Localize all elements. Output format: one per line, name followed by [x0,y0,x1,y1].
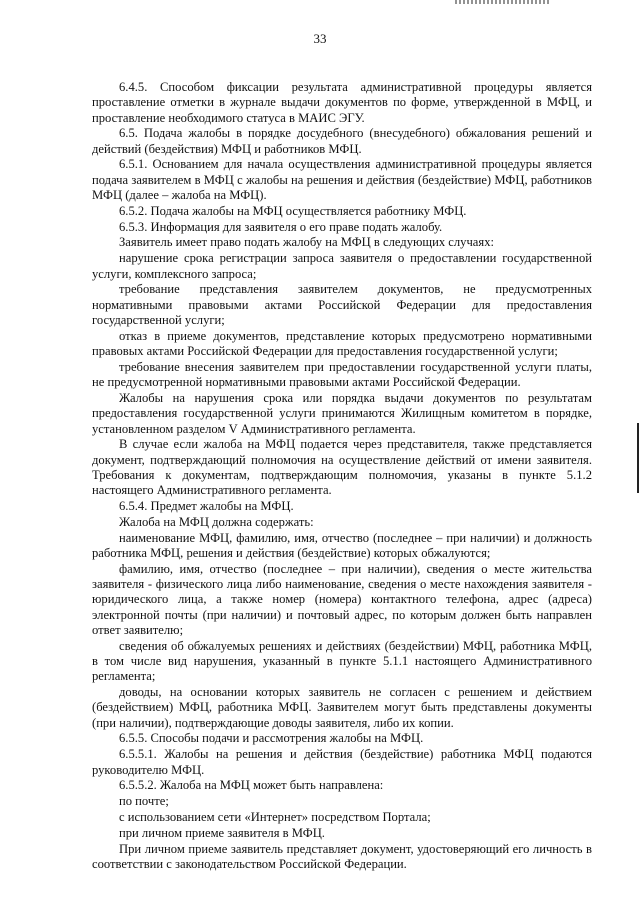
paragraph-case-payment: требование внесения заявителем при предоставлении государственной услуги платы, не предусмотренной нормативными правовыми актами Российской Федерации. [92,359,592,390]
paragraph-content-applicant: фамилию, имя, отчество (последнее – при наличии), сведения о месте жительства заявителя - физического лица либо наименование, сведения о месте нахождения заявителя - юридического лица, а также номер (номера) контактного телефона, адрес (адреса) электронной почты (при наличии) и почтовый адрес, по которым должен быть направлен ответ заявителю; [92,561,592,637]
paragraph-6-4-5: 6.4.5. Способом фиксации результата административной процедуры является проставление отметки в журнале выдачи документов по форме, утвержденной в МФЦ, и проставление необходимого статуса в МАИС ЭГУ. [92,80,592,125]
paragraph-6-5-2: 6.5.2. Подача жалобы на МФЦ осуществляется работнику МФЦ. [119,203,467,218]
paragraph-6-5-5-1: 6.5.5.1. Жалобы на решения и действия (бездействие) работника МФЦ подаются руководителю МФЦ. [92,747,592,777]
paragraph-content-decisions: сведения об обжалуемых решениях и действиях (бездействии) МФЦ, работника МФЦ, в том числе вид нарушения, указанный в пункте 5.1.1 настоящего Административного регламента; [92,638,592,684]
paragraph-case-refusal: отказ в приеме документов, представление которых предусмотрено нормативными правовых актами Российской Федерации для предоставления государственной услуги; [92,328,592,359]
paragraph-6-5-1: 6.5.1. Основанием для начала осуществления административной процедуры является подача заявителем в МФЦ с жалобы на решения и действия (бездействие) МФЦ, работников МФЦ (далее – жалоба на МФЦ). [92,157,592,203]
paragraph-6-5-3: 6.5.3. Информация для заявителя о его праве подать жалобу. [119,219,443,234]
paragraph-housing-committee: Жалобы на нарушения срока или порядка выдачи документов по результатам предоставления государственной услуги принимаются Жилищным комитетом в порядке, установленном разделом V Административного регламента. [92,390,592,436]
paragraph-content-arguments: доводы, на основании которых заявитель не согласен с решением и действием (бездействием) МФЦ, работника МФЦ. Заявителем могут быть представлены документы (при наличии), подтверждающие доводы заявителя, либо их копии. [92,685,592,730]
paragraph-cases-intro: Заявитель имеет право подать жалобу на МФЦ в следующих случаях: [119,235,494,250]
paragraph-method-mail: по почте; [119,794,169,809]
paragraph-method-internet: с использованием сети «Интернет» посредством Портала; [119,809,431,824]
page-number: 33 [313,31,327,46]
paragraph-6-5-5: 6.5.5. Способы подачи и рассмотрения жалобы на МФЦ. [119,731,424,746]
paragraph-representative: В случае если жалоба на МФЦ подается через представителя, также представляется документ, подтверждающий полномочия на осуществление действий от имени заявителя. Требования к документам, подтверждающим полномочия, указаны в пункте 5.1.2 настоящего Административного регламента. [92,437,592,498]
paragraph-content-name: наименование МФЦ, фамилию, имя, отчество (последнее – при наличии) и должность работника МФЦ, решения и действия (бездействие) которых обжалуются; [92,530,592,560]
scan-edge-mark [455,0,550,4]
paragraph-personal-reception: При личном приеме заявитель представляет документ, удостоверяющий его личность в соответствии с законодательством Российской Федерации. [92,841,592,871]
paragraph-6-5-5-2: 6.5.5.2. Жалоба на МФЦ может быть направлена: [119,778,384,793]
margin-change-bar [637,423,639,493]
paragraph-method-personal: при личном приеме заявителя в МФЦ. [119,825,325,840]
paragraph-6-5-4: 6.5.4. Предмет жалобы на МФЦ. [119,499,294,514]
paragraph-case-documents: требование представления заявителем документов, не предусмотренных нормативными правовыми актами Российской Федерации для предоставления государственной услуги; [92,282,592,327]
paragraph-6-5: 6.5. Подача жалобы в порядке досудебного (внесудебного) обжалования решений и действий (бездействия) МФЦ и работников МФЦ. [92,126,592,156]
paragraph-case-deadline: нарушение срока регистрации запроса заявителя о предоставлении государственной услуги, комплексного запроса; [92,251,592,281]
document-body [92,80,592,873]
paragraph-contents-intro: Жалоба на МФЦ должна содержать: [119,514,314,529]
